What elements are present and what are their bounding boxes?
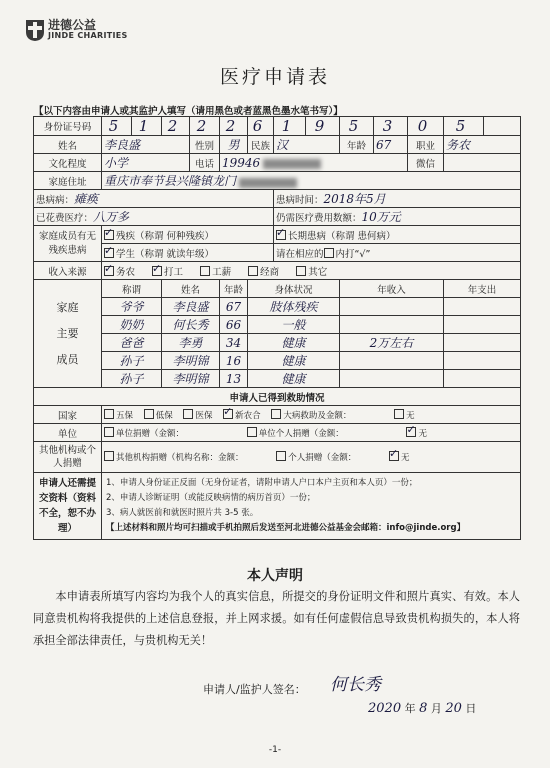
checkbox-icon	[296, 266, 306, 276]
checkbox-icon	[200, 266, 210, 276]
hint-text-2: 内打“√”	[335, 248, 371, 260]
member-name[interactable]: 李明锦	[162, 352, 220, 370]
family-col-health: 身体状况	[248, 280, 340, 298]
illness-label: 患病病：	[36, 195, 75, 206]
aid-other-row	[34, 442, 521, 473]
spent-label: 已花费医疗：	[36, 213, 94, 224]
checkbox-icon	[104, 409, 114, 419]
time-cell[interactable]	[274, 190, 521, 208]
materials-item: 3、病人就医前和就医时照片共 3-5 张。	[106, 508, 259, 518]
family-member-row	[34, 334, 521, 352]
id-digit[interactable]: 5	[444, 117, 484, 136]
member-age[interactable]: 13	[220, 370, 248, 388]
member-health[interactable]: 一般	[248, 316, 340, 334]
income-label: 收入来源	[34, 262, 102, 280]
checkbox-checked-icon	[406, 427, 416, 437]
aid-other-personal[interactable]: 个人捐赠（金额：	[276, 453, 356, 463]
ethnic-label: 民族	[248, 136, 274, 154]
id-digit[interactable]: 1	[132, 117, 162, 136]
member-expense[interactable]	[444, 370, 521, 388]
member-age[interactable]: 67	[220, 298, 248, 316]
sign-date	[368, 700, 476, 716]
member-name[interactable]: 李勇	[162, 334, 220, 352]
date-month-unit: 月	[430, 702, 442, 715]
family-member-row	[34, 370, 521, 388]
checkbox-checked-icon	[104, 248, 114, 258]
aid-other-org[interactable]: 其他机构捐赠（机构名称：金额：	[104, 453, 244, 463]
declaration-title: 本人声明	[247, 568, 303, 584]
family-col-income: 年收入	[340, 280, 444, 298]
materials-row	[34, 473, 521, 540]
disability-text: 残疾（称谓 何种残疾）	[116, 230, 215, 242]
materials-item: 【上述材料和照片均可扫描或手机拍照后发送至河北进德公益基金会邮箱：info@jinde.org】	[106, 523, 466, 533]
checkbox-checked-icon	[104, 230, 114, 240]
illness-value: 瘫痪	[74, 192, 99, 206]
member-relation[interactable]: 爸爸	[102, 334, 162, 352]
income-option-farming[interactable]: ✓ 务农	[104, 267, 135, 278]
wechat-label: 微信	[408, 154, 444, 172]
edu-row	[34, 154, 521, 172]
income-option-salary[interactable]: 工薪	[200, 267, 231, 278]
income-option-work[interactable]: ✓ 打工	[152, 267, 183, 278]
member-income[interactable]	[340, 316, 444, 334]
id-digit[interactable]: 1	[274, 117, 306, 136]
signature-label: 申请人/监护人签名：	[203, 683, 306, 696]
id-digit[interactable]: 3	[374, 117, 408, 136]
chronic-option[interactable]	[274, 226, 521, 244]
aid-country-options	[102, 406, 521, 424]
id-digit[interactable]	[484, 117, 521, 136]
checkbox-checked-icon	[104, 266, 114, 276]
student-option[interactable]	[102, 244, 274, 262]
materials-item: 2、申请人诊断证明（或能反映病情的病历首页）一份；	[106, 493, 316, 503]
gender-value[interactable]: 男	[220, 136, 248, 154]
edu-value[interactable]: 小学	[102, 154, 190, 172]
family-col-relation: 称谓	[102, 280, 162, 298]
member-expense[interactable]	[444, 352, 521, 370]
logo-en-text: JINDE CHARITIES	[48, 31, 128, 40]
name-label: 姓名	[34, 136, 102, 154]
materials-list	[102, 473, 521, 540]
checkbox-icon	[104, 451, 114, 461]
aid-country-label: 国家	[34, 406, 102, 424]
aid-country-row	[34, 406, 521, 424]
id-digit[interactable]: 2	[190, 117, 220, 136]
page-number: -1-	[268, 745, 282, 755]
family-member-row	[34, 298, 521, 316]
member-name[interactable]: 何长秀	[162, 316, 220, 334]
aid-header-row	[34, 388, 521, 406]
need-value: 10万元	[361, 210, 401, 224]
age-value[interactable]: 67	[374, 136, 408, 154]
checkbox-checked-icon	[223, 409, 233, 419]
spent-value: 八万多	[93, 210, 130, 224]
date-month[interactable]: 8	[419, 701, 428, 716]
addr-label: 家庭住址	[34, 172, 102, 190]
family-header-row	[34, 280, 521, 298]
member-income[interactable]	[340, 352, 444, 370]
checkbox-checked-icon	[389, 451, 399, 461]
aid-option-dabing[interactable]: 大病救助及金额：	[271, 411, 351, 421]
application-table	[33, 116, 521, 540]
id-label: 身份证号码	[34, 117, 102, 136]
jinde-logo	[24, 14, 134, 48]
family-col-name: 姓名	[162, 280, 220, 298]
member-expense[interactable]	[444, 334, 521, 352]
aid-option-yibao[interactable]: 医保	[183, 411, 212, 421]
aid-header: 申请人已得到救助情况	[34, 388, 521, 406]
illness-row	[34, 190, 521, 208]
checkbox-icon	[144, 409, 154, 419]
member-relation[interactable]: 爷爷	[102, 298, 162, 316]
time-label: 患病时间：	[276, 195, 324, 206]
declaration-text: 本申请表所填写内容均为我个人的真实信息，所提交的身份证明文件和照片真实、有效。本人同意贵机构将我提供的上述信息登报，并上网求援。如有任何虚假信息导致贵机构损失的，本人将承担全部法律责任，与贵机构无关！	[33, 590, 520, 647]
addr-value: 重庆市奉节县兴隆镇龙门	[104, 174, 237, 188]
aid-unit-donate[interactable]: 单位捐赠（金额：	[104, 429, 184, 439]
time-value: 2018年5月	[323, 192, 386, 206]
income-option-other[interactable]: 其它	[296, 267, 327, 278]
aid-unit-none[interactable]: ✓ 无	[406, 429, 427, 439]
illness-cell[interactable]	[34, 190, 274, 208]
student-text: 学生（称谓 就读年级）	[116, 248, 215, 260]
aid-option-dibao[interactable]: 低保	[144, 411, 173, 421]
materials-item: 1、申请人身份证正反面（无身份证者，请附申请人户口本户主页和本人页）一份；	[106, 478, 418, 488]
gender-label: 性别	[190, 136, 220, 154]
date-year[interactable]: 2020	[368, 701, 402, 716]
member-name[interactable]: 李良盛	[162, 298, 220, 316]
ethnic-value[interactable]: 汉	[274, 136, 340, 154]
date-day[interactable]: 20	[445, 701, 462, 716]
need-cell[interactable]	[274, 208, 521, 226]
checkbox-icon	[324, 248, 334, 258]
id-digit[interactable]: 2	[162, 117, 190, 136]
member-income[interactable]: 2万左右	[340, 334, 444, 352]
family-col-expense: 年支出	[444, 280, 521, 298]
id-digit[interactable]: 5	[340, 117, 374, 136]
cost-row	[34, 208, 521, 226]
member-name[interactable]: 李明锦	[162, 370, 220, 388]
income-option-business[interactable]: 经商	[248, 267, 279, 278]
member-health[interactable]: 健康	[248, 352, 340, 370]
checkbox-icon	[104, 427, 114, 437]
member-expense[interactable]	[444, 298, 521, 316]
jinde-cross-logo-icon	[24, 16, 46, 42]
member-age[interactable]: 34	[220, 334, 248, 352]
checkbox-icon	[271, 409, 281, 419]
hint-cell	[274, 244, 521, 262]
member-age[interactable]: 16	[220, 352, 248, 370]
disability-option[interactable]	[102, 226, 274, 244]
aid-option-wubao[interactable]: 五保	[104, 411, 133, 421]
aid-unit-label: 单位	[34, 424, 102, 442]
checkbox-checked-icon	[276, 230, 286, 240]
member-expense[interactable]	[444, 316, 521, 334]
edu-label: 文化程度	[34, 154, 102, 172]
aid-unit-options	[102, 424, 521, 442]
income-row	[34, 262, 521, 280]
member-relation[interactable]: 奶奶	[102, 316, 162, 334]
member-age[interactable]: 66	[220, 316, 248, 334]
signature-handwritten[interactable]: 何长秀	[330, 675, 381, 695]
id-digit[interactable]: 0	[408, 117, 444, 136]
spent-cell[interactable]	[34, 208, 274, 226]
member-row-1	[34, 226, 521, 244]
addr-redaction	[239, 178, 297, 188]
aid-option-xinnonghe[interactable]: ✓ 新农合	[223, 411, 261, 421]
id-digit[interactable]: 9	[306, 117, 340, 136]
job-value[interactable]: 务农	[444, 136, 521, 154]
checkbox-icon	[276, 451, 286, 461]
name-value[interactable]: 李良盛	[102, 136, 190, 154]
member-health[interactable]: 肢体残疾	[248, 298, 340, 316]
family-member-row	[34, 352, 521, 370]
aid-unit-personal[interactable]: 单位个人捐赠（金额：	[247, 429, 344, 439]
chronic-text: 长期患病（称谓 患何病）	[288, 230, 396, 242]
id-digit[interactable]: 5	[102, 117, 132, 136]
need-label: 仍需医疗费用数额：	[276, 213, 362, 224]
aid-option-none[interactable]: 无	[394, 411, 415, 421]
phone-value: 19946	[222, 155, 261, 170]
phone-cell[interactable]	[220, 154, 408, 172]
logo-cn-text: 进德公益	[48, 18, 97, 32]
form-title: 医疗申请表	[219, 66, 330, 88]
job-label: 职业	[408, 136, 444, 154]
phone-label: 电话	[190, 154, 220, 172]
aid-unit-row	[34, 424, 521, 442]
checkbox-icon	[248, 266, 258, 276]
family-side-label: 家庭 主要 成员	[34, 280, 102, 388]
phone-redaction	[263, 159, 321, 169]
id-digit[interactable]: 2	[220, 117, 248, 136]
member-income[interactable]	[340, 298, 444, 316]
checkbox-icon	[247, 427, 257, 437]
addr-cell[interactable]	[102, 172, 521, 190]
aid-other-label: 其他机构或个人捐赠	[34, 442, 102, 473]
id-digit[interactable]: 6	[248, 117, 274, 136]
member-label: 家庭成员有无残疾患病	[34, 226, 102, 262]
member-health[interactable]: 健康	[248, 370, 340, 388]
checkbox-icon	[183, 409, 193, 419]
name-row	[34, 136, 521, 154]
member-income[interactable]	[340, 370, 444, 388]
id-row	[34, 117, 521, 136]
income-options	[102, 262, 521, 280]
materials-label: 申请人还需提交资料（资料不全，恕不办理）	[34, 473, 102, 540]
family-col-age: 年龄	[220, 280, 248, 298]
family-member-row	[34, 316, 521, 334]
aid-other-none[interactable]: ✓ 无	[389, 453, 410, 463]
member-health[interactable]: 健康	[248, 334, 340, 352]
addr-row	[34, 172, 521, 190]
member-row-2	[34, 244, 521, 262]
checkbox-icon	[394, 409, 404, 419]
fill-instruction: 【以下内容由申请人或其监护人填写（请用黑色或者蓝黑色墨水笔书写）】	[34, 106, 343, 117]
age-label: 年龄	[340, 136, 374, 154]
date-year-unit: 年	[404, 702, 416, 715]
aid-other-options	[102, 442, 521, 473]
wechat-value[interactable]	[444, 154, 521, 172]
hint-text: 请在相应的	[276, 248, 324, 260]
checkbox-checked-icon	[152, 266, 162, 276]
member-relation[interactable]: 孙子	[102, 370, 162, 388]
member-relation[interactable]: 孙子	[102, 352, 162, 370]
date-day-unit: 日	[465, 702, 477, 715]
